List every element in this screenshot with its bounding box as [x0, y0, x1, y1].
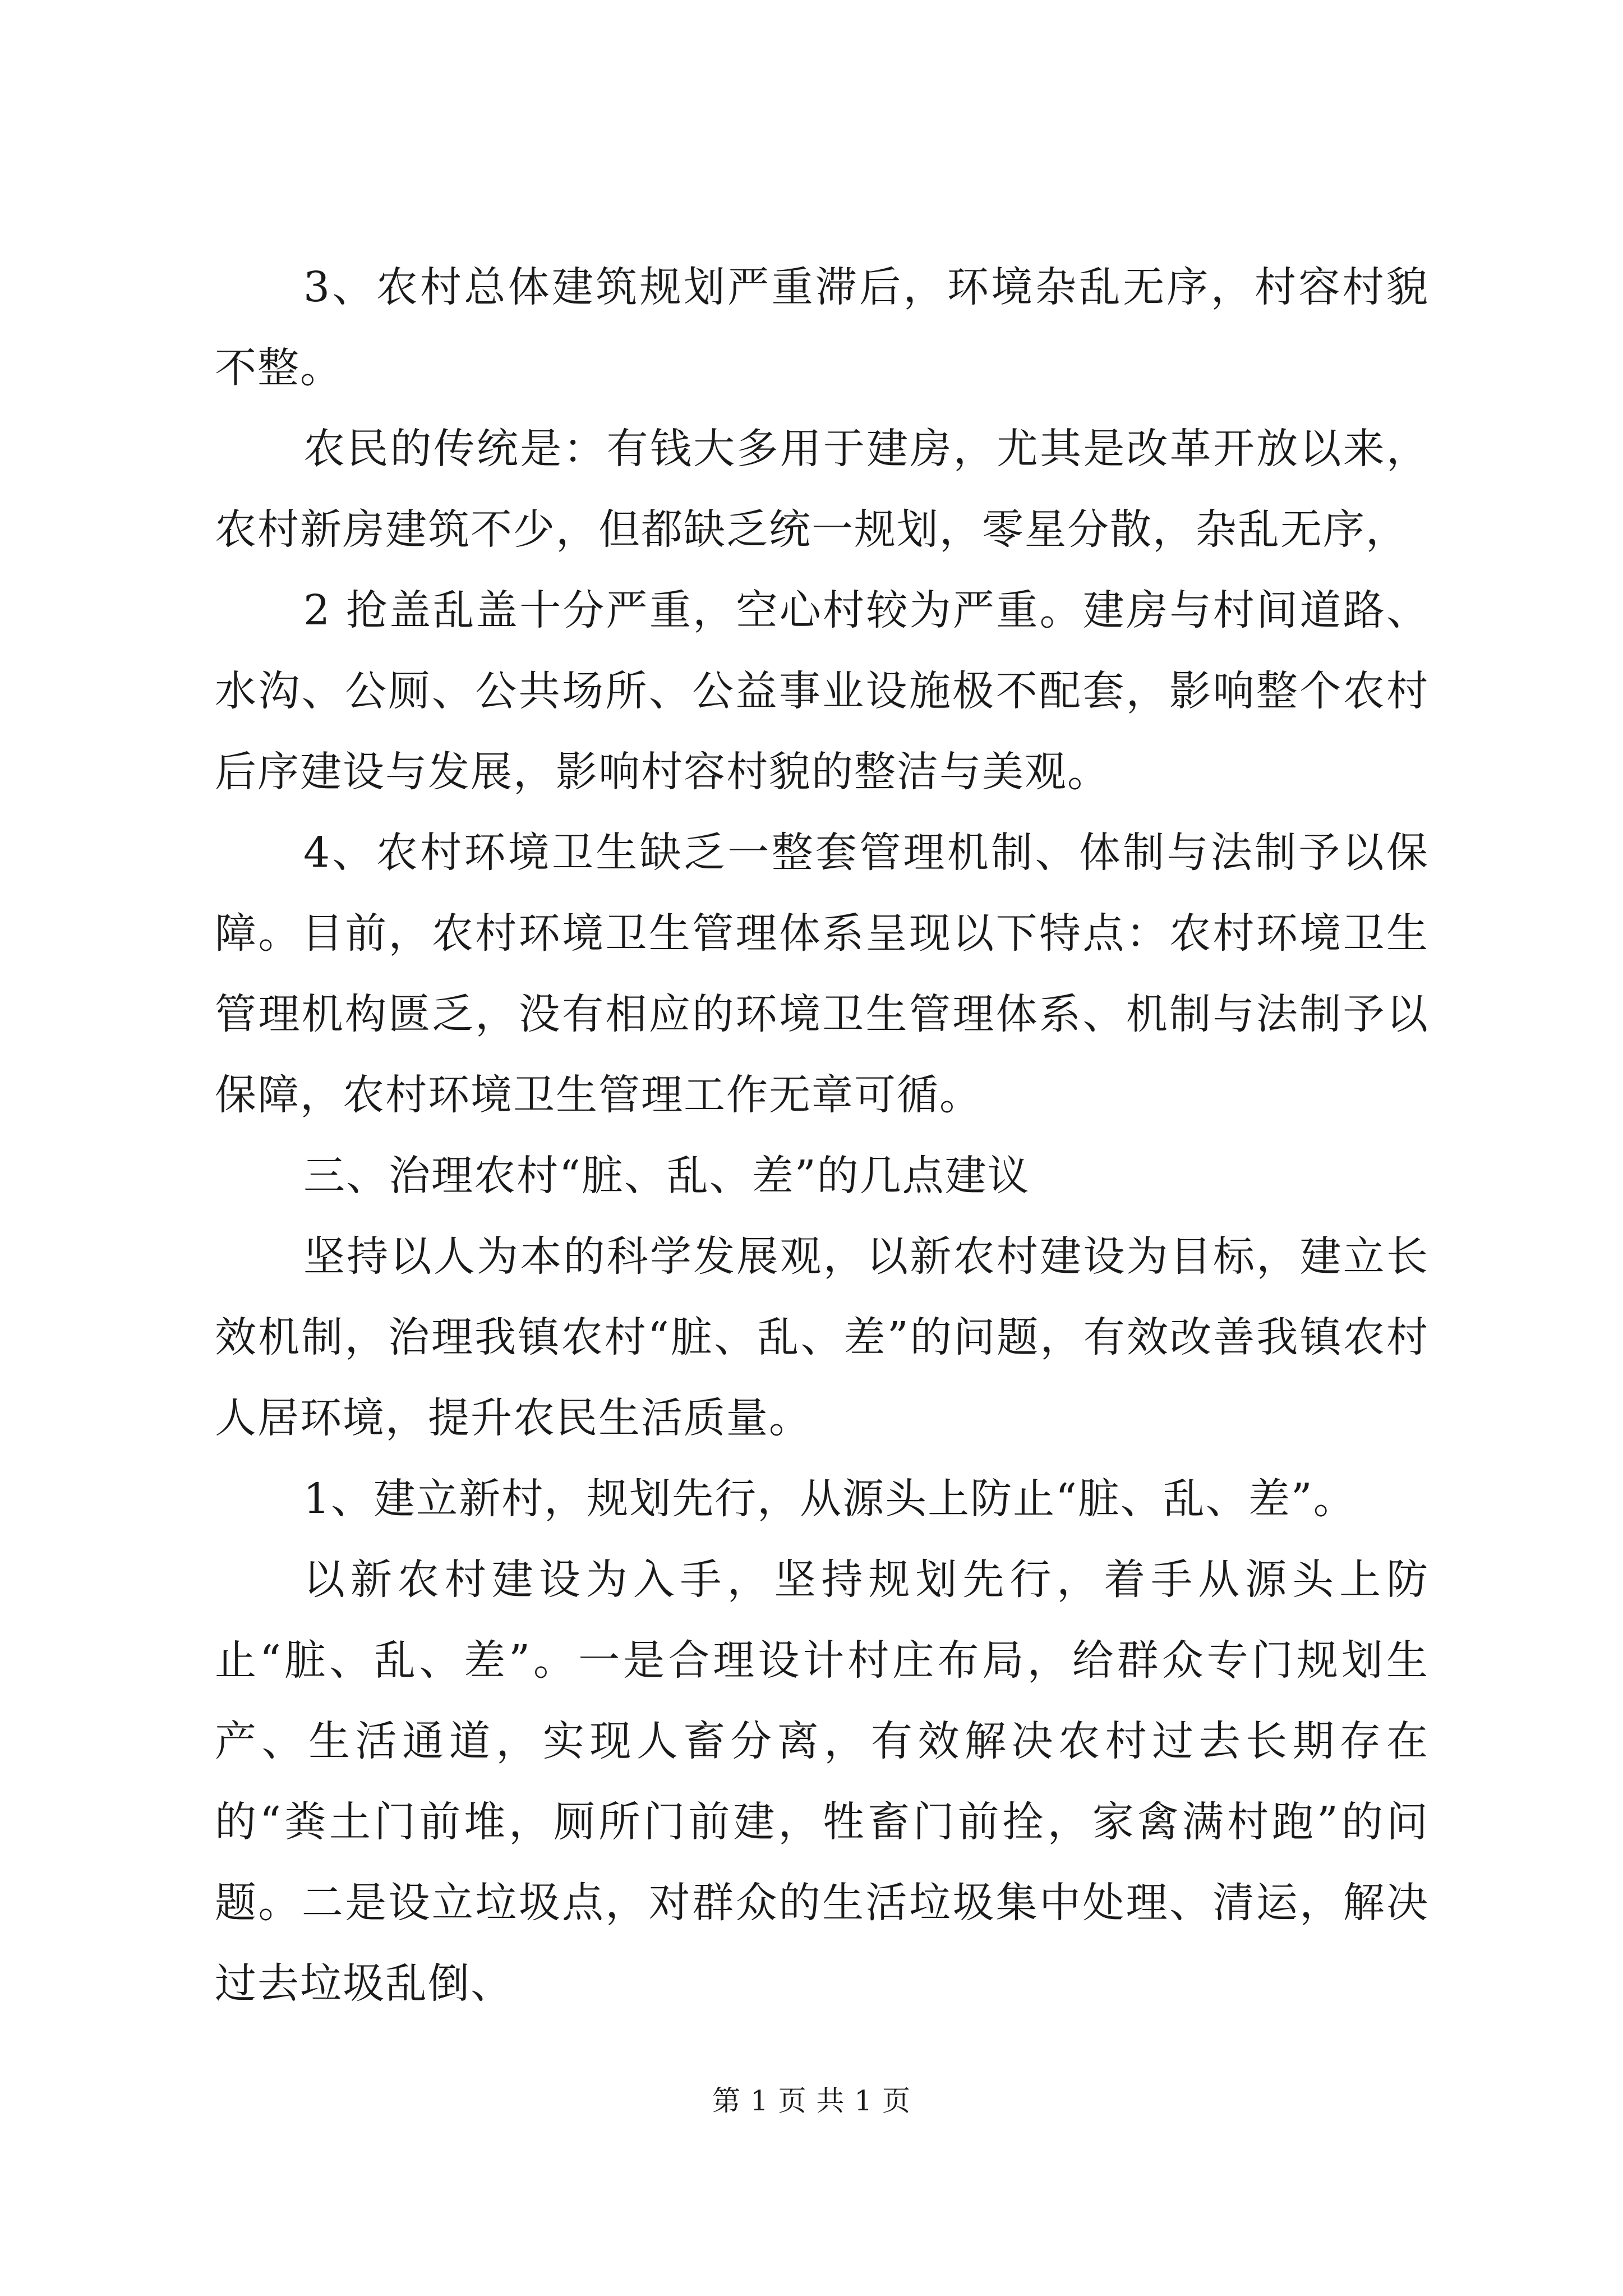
page-footer: 第 1 页 共 1 页 [712, 2085, 911, 2117]
document-body [215, 247, 1429, 2024]
subheading-1: 1、建立新村，规划先行，从源头上防止“脏、乱、差”。 [303, 1475, 1356, 1523]
paragraph-4: 4、农村环境卫生缺乏一整套管理机制、体制与法制予以保障。目前，农村环境卫生管理体系呈现以下特点：农村环境卫生管理机构匮乏，没有相应的环境卫生管理体系、机制与法制予以保障，农村环境卫生管理工作无章可循。 [215, 829, 1429, 1119]
section-heading-3: 三、治理农村“脏、乱、差”的几点建议 [303, 1152, 1030, 1200]
paragraph-6: 以新农村建设为入手，坚持规划先行，着手从源头上防止“脏、乱、差”。一是合理设计村庄布局，给群众专门规划生产、生活通道，实现人畜分离，有效解决农村过去长期存在的“粪土门前堆，厕所门前建，牲畜门前拴，家禽满村跑”的问题。二是设立垃圾点，对群众的生活垃圾集中处理、清运，解决过去垃圾乱倒、 [215, 1556, 1429, 2008]
paragraph-1: 3、农村总体建筑规划严重滞后，环境杂乱无序，村容村貌不整。 [215, 263, 1429, 392]
paragraph-5: 坚持以人为本的科学发展观，以新农村建设为目标，建立长效机制，治理我镇农村“脏、乱、差”的问题，有效改善我镇农村人居环境，提升农民生活质量。 [215, 1232, 1429, 1442]
paragraph-2: 农民的传统是：有钱大多用于建房，尤其是改革开放以来，农村新房建筑不少，但都缺乏统一规划，零星分散，杂乱无序， [215, 425, 1429, 554]
paragraph-3: 2 抢盖乱盖十分严重，空心村较为严重。建房与村间道路、水沟、公厕、公共场所、公益事业设施极不配套，影响整个农村后序建设与发展，影响村容村貌的整洁与美观。 [215, 586, 1429, 796]
